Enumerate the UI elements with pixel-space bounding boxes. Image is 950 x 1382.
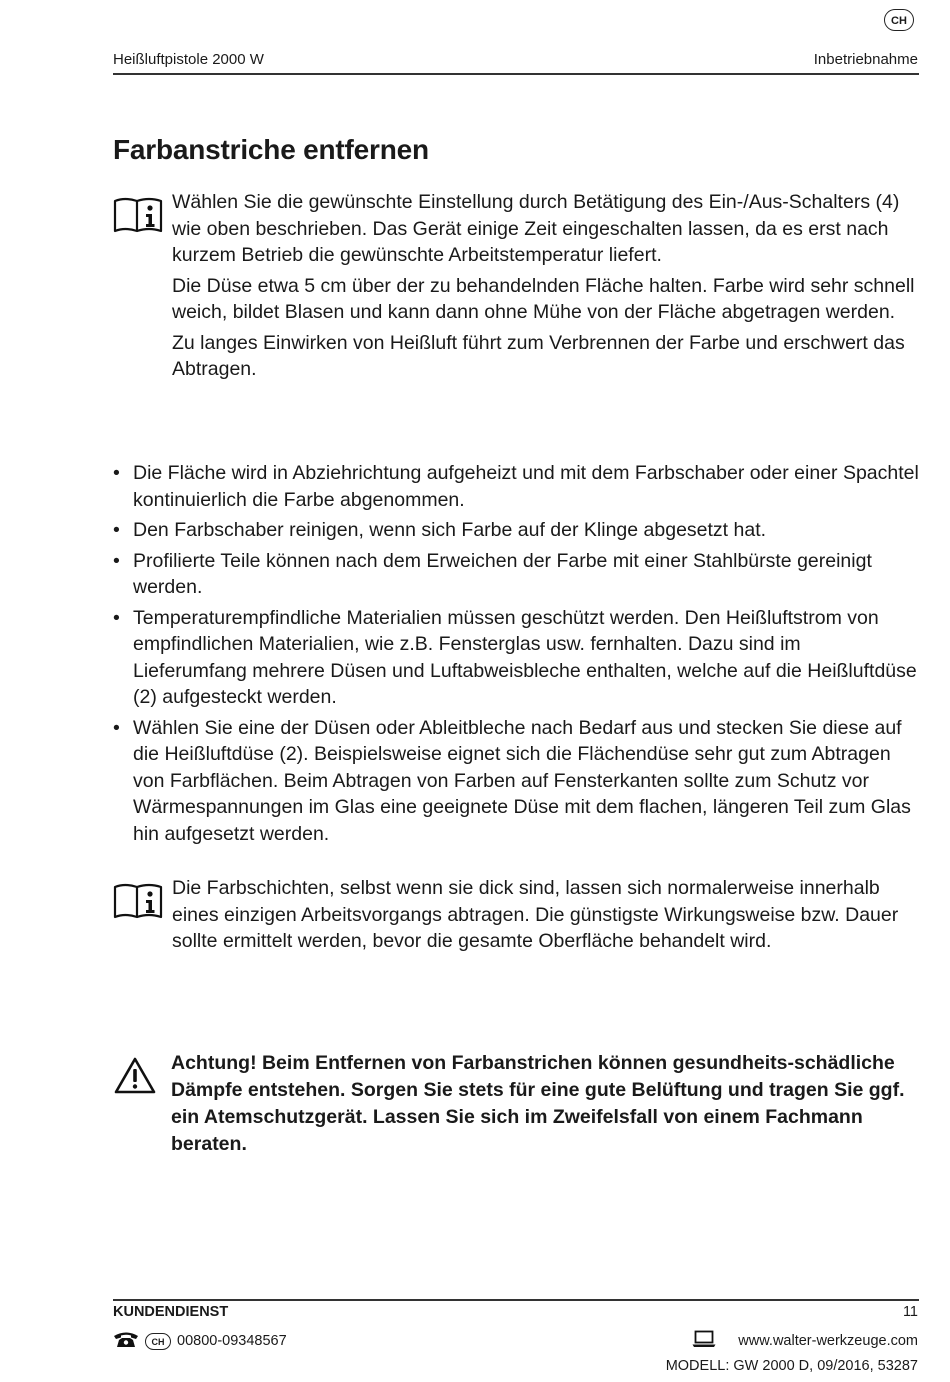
page-title: Farbanstriche entfernen — [113, 134, 429, 165]
warning-triangle-icon — [113, 1056, 157, 1101]
laptop-icon — [692, 1330, 716, 1352]
list-item-text: Temperaturempfindliche Materialien müssen geschützt werden. Den Heißluftstrom von empfindlichen Materialien, wie z.B. Fensterglas usw. fernhalten. Dazu sind im Lieferumfang mehrere Düsen und Luftabweisbleche enthalten, welche auf die Heißluftdüse (2) aufgesteckt werden. — [133, 606, 917, 708]
list-item — [113, 517, 919, 544]
service-phone — [113, 1330, 287, 1352]
bullet-symbol: • — [113, 462, 120, 484]
note-paragraph: Die Düse etwa 5 cm über der zu behandelnden Fläche halten. Farbe wird sehr schnell weich, bildet Blasen und kann dann ohne Mühe von der Fläche abgetragen werden. — [172, 274, 915, 323]
list-item — [113, 715, 919, 848]
list-item-text: Den Farbschaber reinigen, wenn sich Farbe auf der Klinge abgesetzt hat. — [133, 519, 767, 541]
telephone-icon — [113, 1330, 139, 1352]
info-note-1 — [113, 189, 919, 387]
bullet-symbol: • — [113, 716, 120, 739]
list-item-text: Profilierte Teile können nach dem Erweichen der Farbe mit einer Stahlbürste gereinigt werden. — [133, 549, 872, 598]
warning-notice — [113, 1050, 919, 1158]
country-badge: CH — [884, 9, 914, 31]
info-note-2 — [113, 875, 919, 959]
instruction-list — [113, 460, 919, 851]
model-info: MODELL: GW 2000 D, 09/2016, 53287 — [665, 1358, 918, 1374]
service-website — [692, 1330, 918, 1352]
bullet-symbol: • — [113, 606, 120, 629]
list-item — [113, 605, 919, 711]
header-section-name: Inbetriebnahme — [813, 51, 918, 68]
header-divider — [113, 73, 919, 75]
page-number: 11 — [902, 1304, 918, 1320]
country-badge-small: CH — [145, 1333, 171, 1350]
note-paragraph: Die Farbschichten, selbst wenn sie dick sind, lassen sich normalerweise innerhalb eines einzigen Arbeitsvorgangs abtragen. Die günstigste Wirkungsweise bzw. Dauer sollte ermittelt werden, bevor die gesamte Oberfläche behandelt wird. — [172, 877, 899, 952]
manual-info-icon — [113, 881, 163, 926]
website-link[interactable]: www.walter-werkzeuge.com — [738, 1333, 918, 1349]
list-item — [113, 548, 919, 601]
header-product-name: Heißluftpistole 2000 W — [113, 51, 264, 68]
warning-text: Achtung! Beim Entfernen von Farbanstrichen können gesundheits-schädliche Dämpfe entstehen. Sorgen Sie stets für eine gute Belüftung und tragen Sie ggf. ein Atemschutzgerät. Lassen Sie sich im Zweifelsfall von einem Fachmann beraten. — [171, 1052, 905, 1155]
note-paragraph: Wählen Sie die gewünschte Einstellung durch Betätigung des Ein-/Aus-Schalters (4) wie oben beschrieben. Das Gerät einige Zeit eingeschalten lassen, da es erst nach kurzem Betrieb die gewünschte Arbeitstemperatur liefert. — [172, 191, 900, 266]
footer-divider — [113, 1299, 919, 1301]
bullet-symbol: • — [113, 519, 120, 541]
manual-info-icon — [113, 195, 163, 240]
bullet-symbol: • — [113, 549, 120, 572]
phone-number[interactable]: 00800-09348567 — [177, 1333, 287, 1349]
customer-service-title: KUNDENDIENST — [113, 1304, 229, 1320]
list-item — [113, 460, 919, 513]
note-paragraph: Zu langes Einwirken von Heißluft führt zum Verbrennen der Farbe und erschwert das Abtragen. — [172, 331, 905, 380]
list-item-text: Die Fläche wird in Abziehrichtung aufgeheizt und mit dem Farbschaber oder einer Spachtel kontinuierlich die Farbe abgenommen. — [133, 462, 919, 511]
list-item-text: Wählen Sie eine der Düsen oder Ableitbleche nach Bedarf aus und stecken Sie diese auf die Heißluftdüse (2). Beispielsweise eignet sich die Flächendüse sehr gut zum Abtragen von Farbflächen. Beim Abtragen von Farben auf Fensterkanten sollte zum Schutz vor Wärmespannungen im Glas eine geeignete Düse mit dem flachen, längeren Teil zum Glas hin aufgesetzt werden. — [133, 716, 911, 845]
